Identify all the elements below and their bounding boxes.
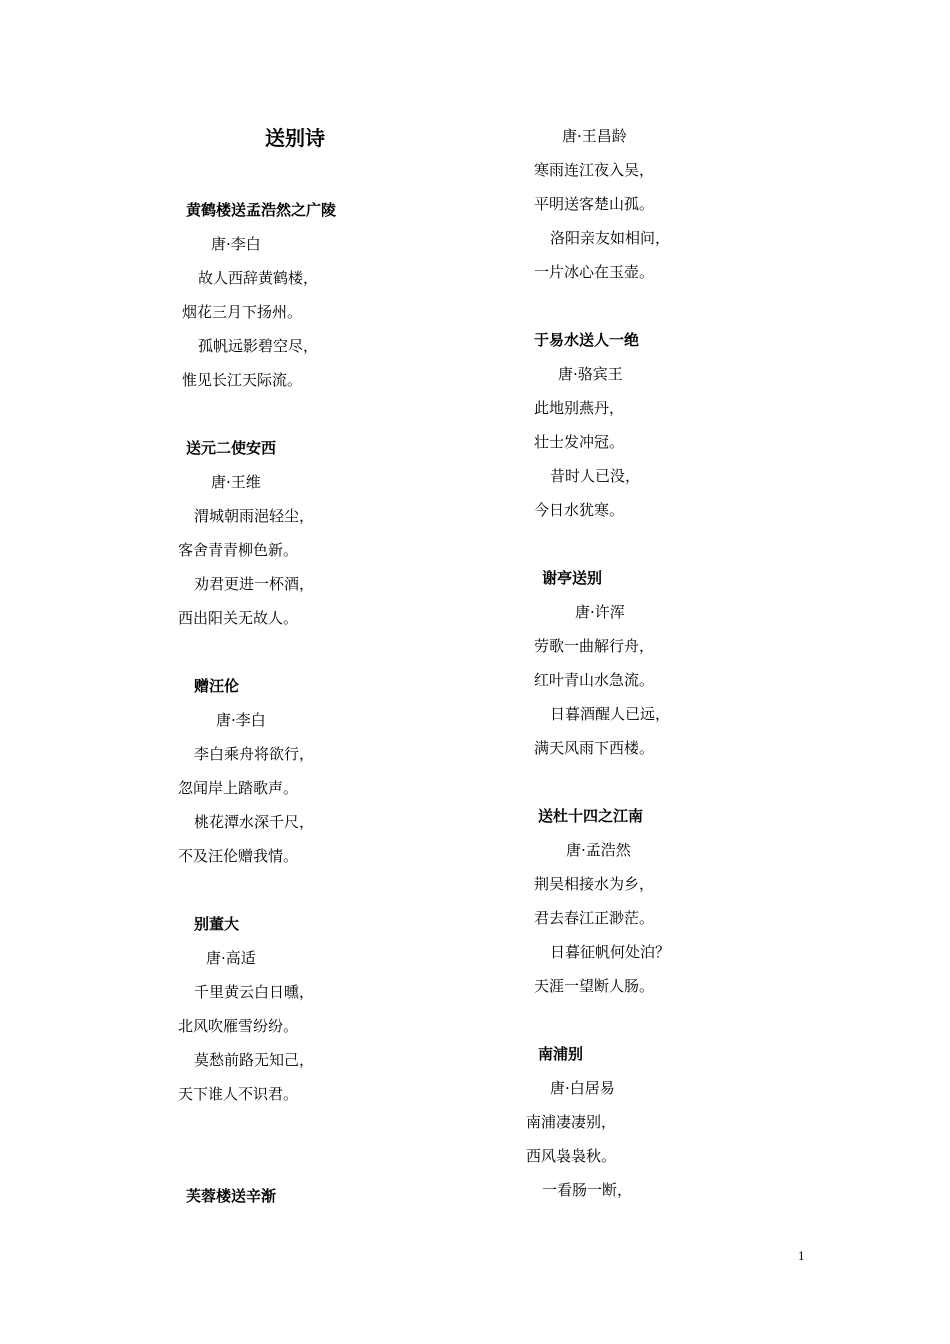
poem-line: 天涯一望断人肠。 [534,977,655,995]
poem-line: 劳歌一曲解行舟， [534,637,655,655]
poem-title: 南浦别 [538,1045,584,1063]
poem-author: 唐·骆宾王 [558,365,623,383]
poem-line: 日暮酒醒人已远， [550,705,671,723]
poem-author: 唐·王维 [211,473,261,491]
poem-line: 北风吹雁雪纷纷。 [178,1017,299,1035]
poem-author: 唐·王昌龄 [562,127,627,145]
page-title: 送别诗 [265,126,325,150]
poem-line: 此地别燕丹， [534,399,625,417]
poem-line: 寒雨连江夜入吴， [534,161,655,179]
poem-author: 唐·孟浩然 [566,841,631,859]
poem-line: 桃花潭水深千尺， [194,813,315,831]
poem-line: 忽闻岸上踏歌声。 [178,779,299,797]
page-number: 1 [798,1248,805,1263]
poem-title: 送杜十四之江南 [538,807,644,825]
poem-line: 红叶青山水急流。 [534,671,655,689]
poem-title: 赠汪伦 [194,677,240,695]
poem-line: 平明送客楚山孤。 [534,195,655,213]
poem-line: 壮士发冲冠。 [534,433,625,451]
poem-line: 一看肠一断， [542,1181,633,1199]
poem-author: 唐·李白 [211,235,261,253]
poem-line: 今日水犹寒。 [534,501,625,519]
poem-line: 烟花三月下扬州。 [182,303,303,321]
poem-line: 天下谁人不识君。 [178,1085,299,1103]
poem-line: 荆吴相接水为乡， [534,875,655,893]
poem-author: 唐·高适 [206,949,256,967]
poem-line: 昔时人已没， [550,467,641,485]
poem-title: 谢亭送别 [542,569,603,587]
left-column [178,196,378,1216]
poem-line: 孤帆远影碧空尽， [198,337,319,355]
poem-line: 渭城朝雨浥轻尘， [194,507,315,525]
poem-line: 劝君更进一杯酒， [194,575,315,593]
poem-title: 别董大 [194,915,240,933]
poem-line: 故人西辞黄鹤楼， [198,269,319,287]
poem-line: 一片冰心在玉壶。 [534,263,655,281]
poem-author: 唐·许浑 [575,603,625,621]
poem-line: 客舍青青柳色新。 [178,541,299,559]
poem-line: 惟见长江天际流。 [182,371,303,389]
poem-line: 日暮征帆何处泊？ [550,943,671,961]
poem-title: 于易水送人一绝 [534,331,640,349]
poem-line: 洛阳亲友如相问， [550,229,671,247]
poem-line: 君去春江正渺茫。 [534,909,655,927]
poem-line: 李白乘舟将欲行， [194,745,315,763]
poem-title: 芙蓉楼送辛渐 [186,1187,277,1205]
right-column [520,122,720,1210]
poem-author: 唐·李白 [216,711,266,729]
poem-line: 莫愁前路无知己， [194,1051,315,1069]
poem-line: 西风袅袅秋。 [526,1147,617,1165]
poem-author: 唐·白居易 [550,1079,615,1097]
poem-line: 不及汪伦赠我情。 [178,847,299,865]
poem-line: 千里黄云白日曛， [194,983,315,1001]
poem-line: 满天风雨下西楼。 [534,739,655,757]
poem-title: 送元二使安西 [186,439,277,457]
poem-line: 南浦凄凄别， [526,1113,617,1131]
poem-line: 西出阳关无故人。 [178,609,299,627]
poem-title: 黄鹤楼送孟浩然之广陵 [186,201,337,219]
